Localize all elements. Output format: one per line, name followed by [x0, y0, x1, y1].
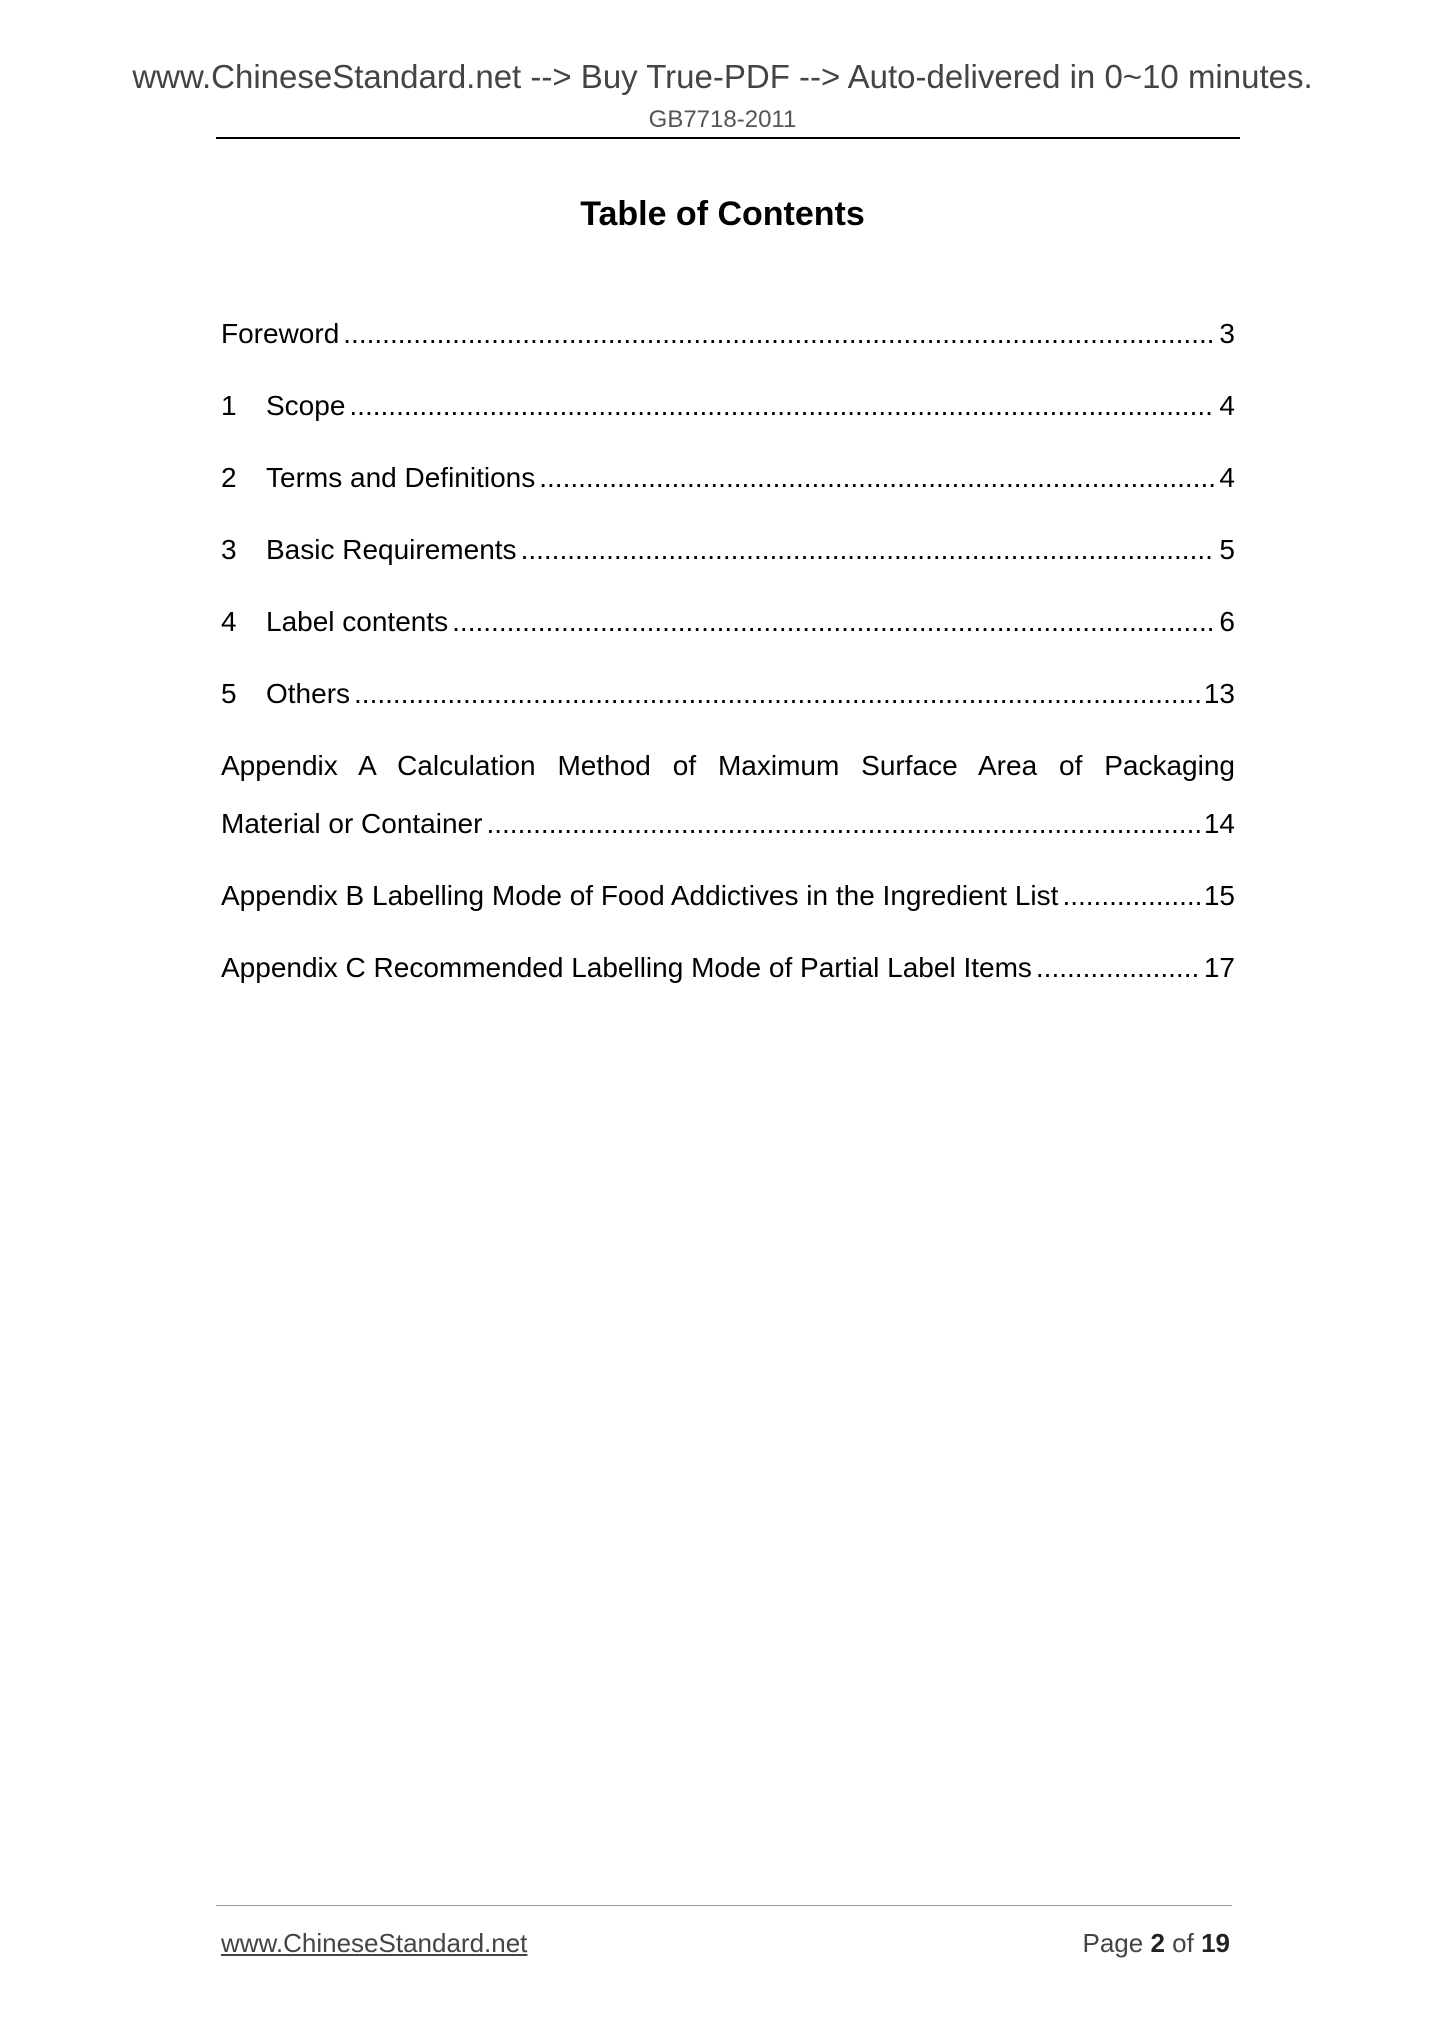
toc-entry-number: 3 — [221, 534, 237, 565]
toc-entry-label: Foreword — [221, 318, 340, 349]
footer-website-link[interactable]: www.ChineseStandard.net — [221, 1928, 528, 1958]
page-of: of — [1172, 1928, 1194, 1958]
toc-entry-basic-requirements[interactable] — [221, 521, 1235, 593]
toc-leader-dots — [349, 377, 1215, 435]
toc-entry-label: Appendix B Labelling Mode of Food Addictives in the Ingredient List — [221, 880, 1059, 911]
page-indicator — [1082, 1928, 1230, 1959]
toc-leader-dots — [343, 305, 1215, 363]
table-of-contents — [221, 305, 1235, 1011]
toc-entry-number: 1 — [221, 390, 237, 421]
toc-entry-number: 4 — [221, 606, 237, 637]
total-pages: 19 — [1201, 1928, 1230, 1958]
toc-entry-page: 14 — [1203, 808, 1235, 839]
toc-entry-number: 2 — [221, 462, 237, 493]
header-banner: www.ChineseStandard.net --> Buy True-PDF --> Auto-delivered in 0~10 minutes. — [132, 58, 1313, 95]
toc-entry-page: 15 — [1203, 880, 1235, 911]
page-prefix: Page — [1082, 1928, 1144, 1958]
toc-entry-page: 3 — [1219, 318, 1235, 349]
toc-entry-number: 5 — [221, 678, 237, 709]
toc-entry-appendix-c[interactable] — [221, 939, 1235, 1011]
toc-entry-page: 6 — [1219, 606, 1235, 637]
toc-leader-dots — [354, 665, 1200, 723]
footer-divider — [216, 1905, 1232, 1906]
toc-entry-appendix-a[interactable] — [221, 737, 1235, 867]
toc-title: Table of Contents — [580, 195, 865, 233]
toc-entry-terms[interactable] — [221, 449, 1235, 521]
toc-entry-page: 4 — [1219, 390, 1235, 421]
toc-entry-foreword[interactable] — [221, 305, 1235, 377]
toc-leader-dots — [452, 593, 1215, 651]
toc-entry-label: Others — [266, 678, 351, 709]
toc-entry-page: 13 — [1203, 678, 1235, 709]
toc-entry-scope[interactable] — [221, 377, 1235, 449]
toc-leader-dots — [1062, 867, 1199, 925]
toc-entry-label-line1: Appendix A Calculation Method of Maximum Surface Area of Packaging — [221, 750, 1235, 781]
toc-entry-label: Terms and Definitions — [266, 462, 536, 493]
toc-leader-dots — [486, 795, 1199, 853]
toc-entry-others[interactable] — [221, 665, 1235, 737]
toc-entry-label: Basic Requirements — [266, 534, 517, 565]
toc-entry-page: 5 — [1219, 534, 1235, 565]
header-divider — [216, 137, 1240, 139]
toc-leader-dots — [521, 521, 1216, 579]
toc-entry-label: Label contents — [266, 606, 449, 637]
toc-entry-page: 4 — [1219, 462, 1235, 493]
toc-entry-appendix-b[interactable] — [221, 867, 1235, 939]
toc-entry-label: Material or Container — [221, 808, 483, 839]
toc-entry-label: Scope — [266, 390, 346, 421]
toc-leader-dots — [539, 449, 1215, 507]
current-page-number: 2 — [1150, 1928, 1165, 1958]
toc-entry-label-contents[interactable] — [221, 593, 1235, 665]
toc-entry-page: 17 — [1203, 952, 1235, 983]
toc-entry-label: Appendix C Recommended Labelling Mode of Partial Label Items — [221, 952, 1032, 983]
toc-leader-dots — [1036, 939, 1200, 997]
standard-code: GB7718-2011 — [648, 106, 797, 133]
